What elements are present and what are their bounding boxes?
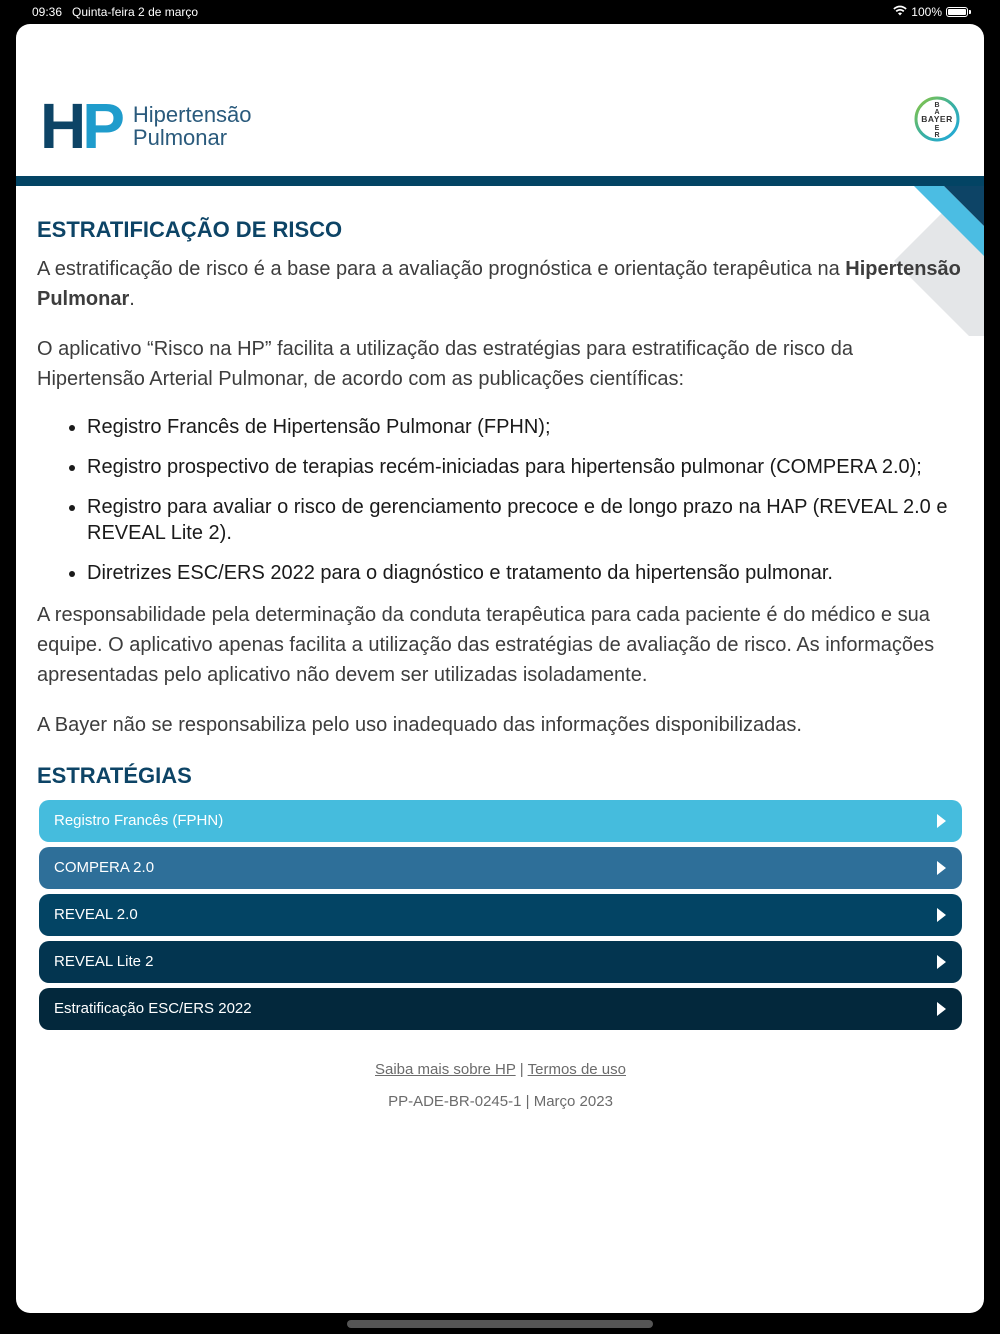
svg-text:E: E	[934, 125, 940, 132]
strategies-list	[37, 800, 964, 1030]
strategy-label: Estratificação ESC/ERS 2022	[54, 1000, 252, 1017]
document-code: PP-ADE-BR-0245-1	[388, 1093, 522, 1110]
intro-paragraph: A estratificação de risco é a base para a avaliação prognóstica e orientação terapêutica na Hipertensão Pulmonar.	[37, 258, 961, 310]
hp-logo	[40, 90, 252, 162]
svg-text:R: R	[934, 132, 940, 139]
strategy-button-reveal-2[interactable]	[39, 894, 962, 936]
play-arrow-icon	[937, 861, 946, 875]
logo-line1: Hipertensão	[132, 102, 252, 127]
strategy-button-compera[interactable]	[39, 847, 962, 889]
logo-letter-p: P	[82, 90, 121, 162]
status-bar	[0, 0, 1000, 24]
list-item: • Registro para avaliar o risco de gerenciamento precoce e de longo prazo na HAP (REVEAL 2.0 e REVEAL Lite 2).	[87, 494, 964, 546]
app-description: O aplicativo “Risco na HP” facilita a utilização das estratégias para estratificação de risco da Hipertensão Arterial Pulmonar, de acordo com as publicações científicas:	[37, 338, 853, 390]
status-date: Quinta-feira 2 de março	[72, 5, 199, 19]
footer-separator: |	[525, 1093, 530, 1110]
bayer-logo-icon	[914, 96, 960, 142]
strategy-label: REVEAL 2.0	[54, 906, 138, 923]
strategy-label: REVEAL Lite 2	[54, 953, 154, 970]
strategy-label: COMPERA 2.0	[54, 859, 155, 876]
logo-line2: Pulmonar	[132, 125, 228, 150]
terms-link[interactable]: Termos de uso	[527, 1061, 626, 1078]
wifi-icon	[893, 5, 907, 19]
learn-more-link[interactable]: Saiba mais sobre HP	[375, 1061, 516, 1078]
strategy-button-reveal-lite[interactable]	[39, 941, 962, 983]
footer	[37, 1058, 964, 1114]
document-date: Março 2023	[533, 1093, 613, 1110]
play-arrow-icon	[937, 908, 946, 922]
header-band	[16, 176, 984, 186]
responsibility-paragraph: A responsabilidade pela determinação da conduta terapêutica para cada paciente é do médico e sua equipe. O aplicativo apenas facilita a utilização das estratégias de avaliação de risco. As informações apresentadas pelo aplicativo não devem ser utilizadas isoladamente.	[37, 604, 935, 686]
logo-letter-h: H	[40, 90, 83, 162]
app-sheet	[16, 24, 984, 1313]
home-indicator[interactable]	[347, 1320, 653, 1328]
list-item: • Registro prospectivo de terapias recém-iniciadas para hipertensão pulmonar (COMPERA 2.0);	[87, 454, 964, 480]
status-time: 09:36	[32, 5, 63, 19]
strategy-button-fphn[interactable]	[39, 800, 962, 842]
list-item: • Registro Francês de Hipertensão Pulmonar (FPHN);	[87, 414, 964, 440]
play-arrow-icon	[937, 1002, 946, 1016]
battery-percent: 100%	[911, 5, 942, 19]
publications-list	[37, 414, 964, 586]
main-content	[37, 214, 964, 1122]
play-arrow-icon	[937, 814, 946, 828]
svg-text:A: A	[934, 109, 940, 116]
strategies-title: ESTRATÉGIAS	[37, 763, 192, 788]
strategy-button-esc-ers[interactable]	[39, 988, 962, 1030]
strategy-label: Registro Francês (FPHN)	[54, 812, 224, 829]
svg-text:BAYER: BAYER	[921, 114, 953, 124]
page-title: ESTRATIFICAÇÃO DE RISCO	[37, 217, 343, 242]
battery-icon	[946, 7, 968, 17]
svg-text:B: B	[934, 102, 940, 109]
footer-separator: |	[519, 1061, 524, 1078]
app-header	[16, 24, 984, 174]
play-arrow-icon	[937, 955, 946, 969]
disclaimer-paragraph: A Bayer não se responsabiliza pelo uso inadequado das informações disponibilizadas.	[37, 714, 802, 736]
list-item: • Diretrizes ESC/ERS 2022 para o diagnóstico e tratamento da hipertensão pulmonar.	[87, 560, 964, 586]
intro-bold: Hipertensão Pulmonar	[37, 258, 961, 310]
